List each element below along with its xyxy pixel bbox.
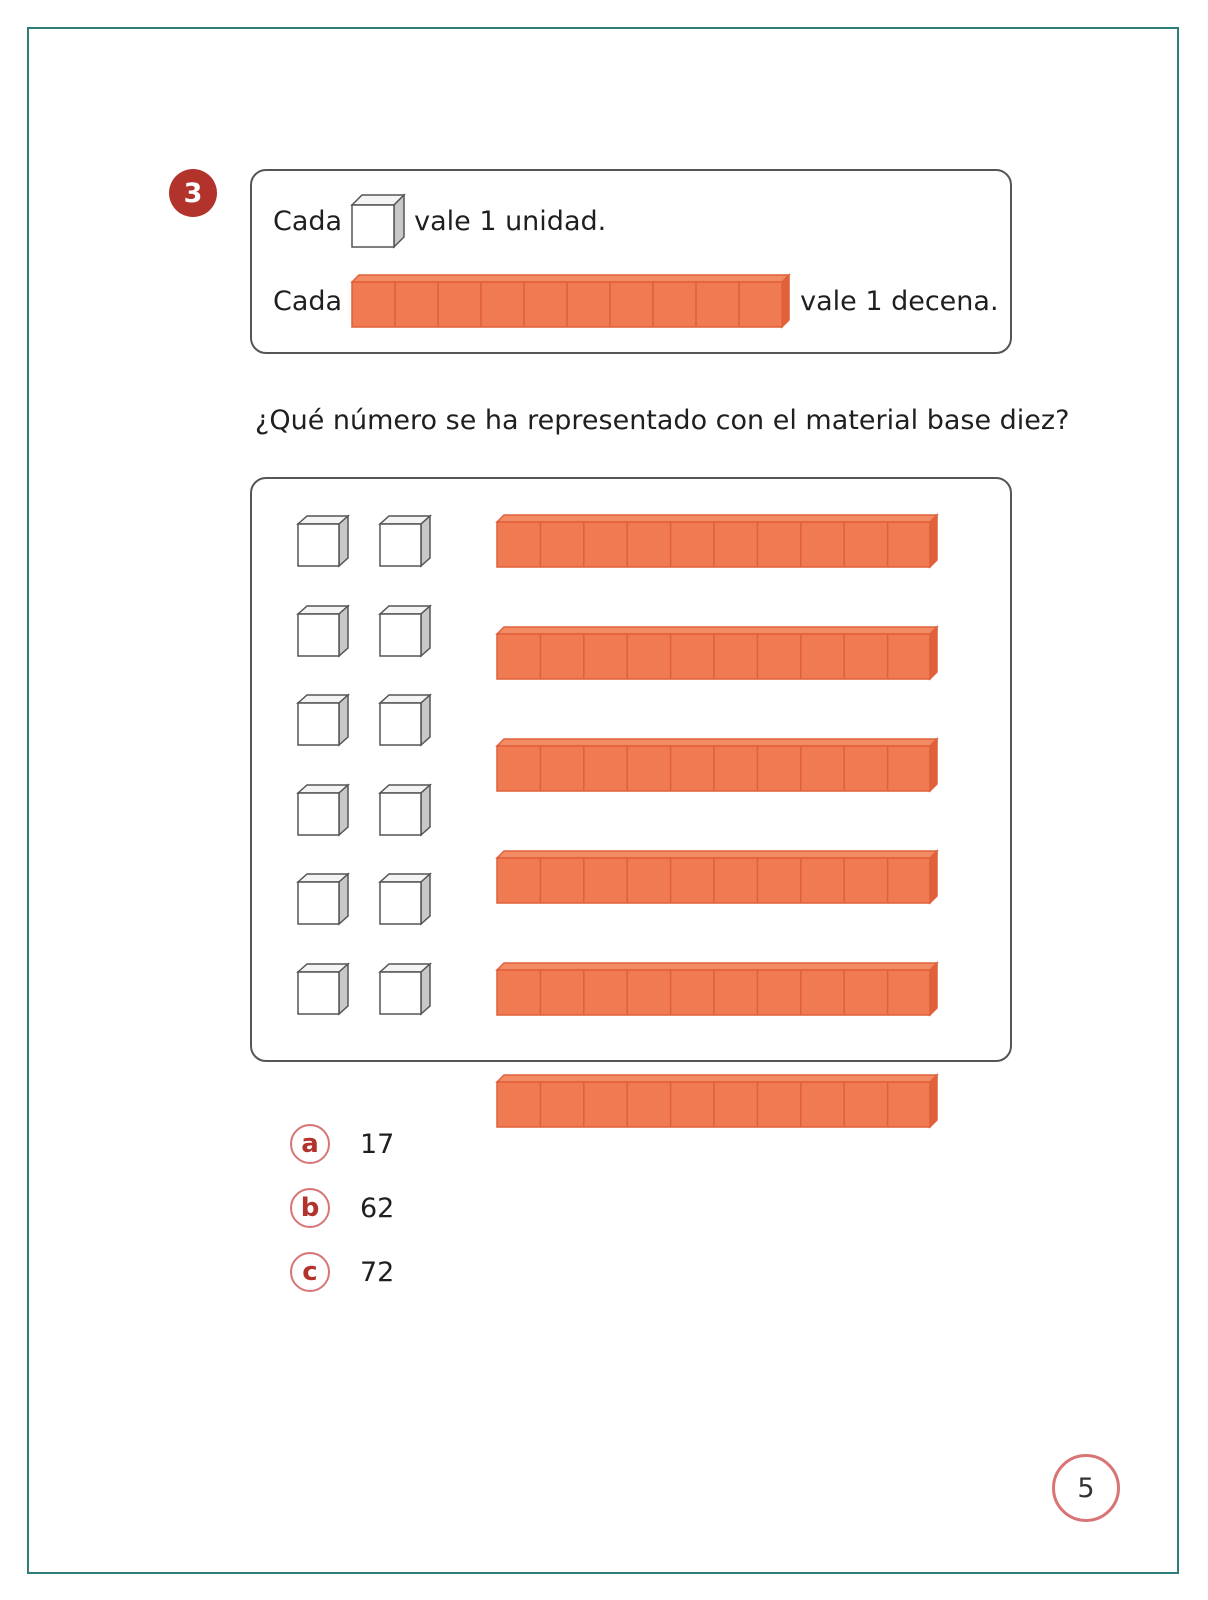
- unit-cube-icon: [350, 193, 408, 249]
- option-c-value: 72: [360, 1256, 395, 1288]
- ten-rod: [495, 513, 939, 573]
- unit-cube: [296, 872, 352, 930]
- legend-box: [250, 169, 1012, 354]
- ten-rod-icon: [350, 273, 792, 329]
- legend-ten-suffix: vale 1 decena.: [800, 285, 999, 317]
- unit-cube: [296, 693, 352, 751]
- ten-rod: [495, 625, 939, 685]
- option-a-value: 17: [360, 1128, 395, 1160]
- unit-cube: [296, 604, 352, 662]
- base-ten-material-box: [250, 477, 1012, 1062]
- unit-cube: [378, 514, 434, 572]
- option-c-letter: c: [290, 1252, 330, 1292]
- unit-cube: [296, 514, 352, 572]
- unit-cube: [378, 693, 434, 751]
- question-number-badge: 3: [169, 169, 217, 217]
- legend-unit-suffix: vale 1 unidad.: [414, 205, 607, 237]
- unit-cube: [296, 783, 352, 841]
- option-b[interactable]: [290, 1186, 394, 1230]
- option-b-letter: b: [290, 1188, 330, 1228]
- answer-options: [290, 1122, 394, 1314]
- option-b-value: 62: [360, 1192, 395, 1224]
- option-c[interactable]: [290, 1250, 394, 1294]
- question-prompt: ¿Qué número se ha representado con el material base diez?: [255, 405, 1070, 436]
- unit-cube: [378, 604, 434, 662]
- legend-unit-row: [273, 193, 606, 249]
- unit-cube: [378, 872, 434, 930]
- unit-cube: [378, 783, 434, 841]
- legend-ten-row: [273, 273, 999, 329]
- option-a[interactable]: [290, 1122, 394, 1166]
- ten-rod: [495, 961, 939, 1021]
- unit-cube: [296, 962, 352, 1020]
- ten-rod: [495, 849, 939, 909]
- page-number: 5: [1052, 1454, 1120, 1522]
- ten-rod: [495, 1073, 939, 1133]
- option-a-letter: a: [290, 1124, 330, 1164]
- unit-cube: [378, 962, 434, 1020]
- legend-ten-prefix: Cada: [273, 285, 343, 317]
- ten-rod: [495, 737, 939, 797]
- legend-unit-prefix: Cada: [273, 205, 343, 237]
